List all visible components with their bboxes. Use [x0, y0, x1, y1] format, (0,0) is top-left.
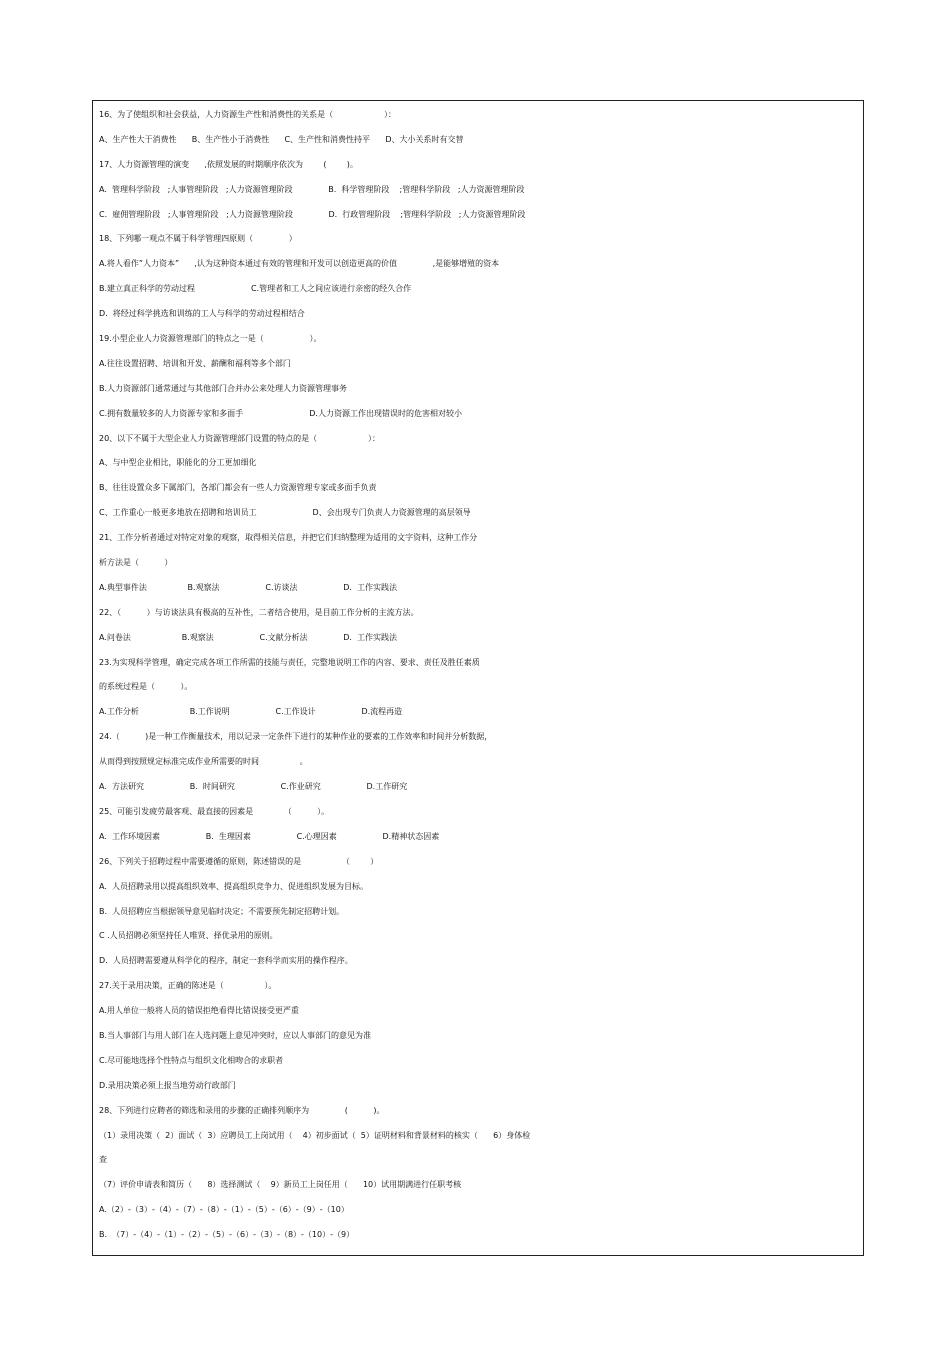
q24-options: A. 方法研究 B. 时间研究 C.作业研究 D.工作研究 — [99, 782, 408, 792]
q22-stem: 22、（ ）与访谈法具有极高的互补性，二者结合使用，是目前工作分析的主流方法。 — [99, 607, 419, 617]
q25-options: A. 工作环境因素 B. 生理因素 C.心理因素 D.精神状态因素 — [99, 831, 440, 841]
q27-option-b: B.当人事部门与用人部门在人选问题上意见冲突时，应以人事部门的意见为准 — [99, 1030, 372, 1040]
q19-options-cd: C.拥有数量较多的人力资源专家和多面手 D.人力资源工作出现错误时的危害相对较小 — [99, 408, 462, 418]
q28-option-b: B. （7）-（4）-（1）-（2）-（5）-（6）-（3）-（8）-（10）-（9） — [99, 1230, 355, 1240]
q26-stem: 26、下列关于招聘过程中需要遵循的原则，陈述错误的是 （ ） — [99, 856, 379, 866]
q23-options: A.工作分析 B.工作说明 C.工作设计 D.流程再造 — [99, 707, 403, 717]
q27-option-d: D.录用决策必须上报当地劳动行政部门 — [99, 1080, 236, 1090]
q27-option-a: A.用人单位一般将人员的错误拒绝看得比错误接受更严重 — [99, 1006, 299, 1016]
q21-options: A.典型事件法 B.观察法 C.访谈法 D. 工作实践法 — [99, 582, 398, 592]
q19-option-a: A.往往设置招聘、培训和开发、薪酬和福利等多个部门 — [99, 358, 291, 368]
exam-question-list — [99, 103, 859, 1248]
q26-option-c: C .人员招聘必须坚持任人唯贤、择优录用的原则。 — [99, 931, 278, 941]
q18-option-a: A.将人看作”人力资本” ,认为这种资本通过有效的管理和开发可以创造更高的价值 ,是能够增殖的资本 — [99, 259, 500, 269]
q17-stem: 17、人力资源管理的演变 ,依照发展的时期顺序依次为 ( )。 — [99, 159, 358, 169]
q21-stem-2: 析方法是（ ） — [99, 558, 173, 568]
q22-options: A.问卷法 B.观察法 C.文献分析法 D. 工作实践法 — [99, 632, 398, 642]
q18-stem: 18、下列哪一观点不属于科学管理四原则（ ） — [99, 234, 297, 244]
q26-option-b: B. 人员招聘应当根据领导意见临时决定；不需要预先制定招聘计划。 — [99, 906, 345, 916]
q19-stem: 19.小型企业人力资源管理部门的特点之一是（ ）。 — [99, 334, 322, 344]
q20-stem: 20、以下不属于大型企业人力资源管理部门设置的特点的是（ ）： — [99, 433, 381, 443]
q27-option-c: C.尽可能地选择个性特点与组织文化相吻合的求职者 — [99, 1055, 284, 1065]
q16-options: A、生产性大于消费性 B、生产性小于消费性 C、生产性和消费性持平 D、大小关系时有交替 — [99, 134, 464, 144]
q28-steps-1: （1）录用决策（ 2）面试（ 3）应聘员工上岗试用（ 4）初步面试（ 5）证明材料和背景材料的核实（ 6）身体检 — [99, 1130, 531, 1140]
q16-stem: 16、为了使组织和社会获益，人力资源生产性和消费性的关系是（ ）： — [99, 110, 397, 119]
q20-option-a: A、与中型企业相比，职能化的分工更加细化 — [99, 458, 257, 468]
q17-options-cd: C. 雇佣管理阶段 ;人事管理阶段 ;人力资源管理阶段 D. 行政管理阶段 ;管理科学阶段 ;人力资源管理阶段 — [99, 209, 526, 219]
q23-stem-2: 的系统过程是（ ）。 — [99, 682, 193, 692]
q26-option-d: D. 人员招聘需要遵从科学化的程序，制定一套科学而实用的操作程序。 — [99, 956, 353, 966]
q18-options-bc: B.建立真正科学的劳动过程 C.管理者和工人之间应该进行亲密的经久合作 — [99, 284, 412, 294]
q23-stem-1: 23.为实现科学管理，确定完成各项工作所需的技能与责任，完整地说明工作的内容、要求、责任及胜任素质 — [99, 657, 480, 667]
q21-stem-1: 21、工作分析者通过对特定对象的观察，取得相关信息，并把它们归纳整理为适用的文字资料，这种工作分 — [99, 533, 478, 543]
q25-stem: 25、可能引发疲劳最客观、最直接的因素是 （ ）。 — [99, 806, 330, 816]
q20-option-b: B、往往设置众多下属部门，各部门都会有一些人力资源管理专家或多面手负责 — [99, 483, 377, 493]
q24-stem-2: 从而得到按照规定标准完成作业所需要的时间 。 — [99, 757, 308, 767]
q28-steps-3: （7）评价申请表和简历（ 8）选择测试（ 9）新员工上岗任用（ 10）试用期满进行任职考核 — [99, 1180, 462, 1190]
q28-steps-2: 查 — [99, 1155, 107, 1165]
q28-stem: 28、下列进行应聘者的筛选和录用的步骤的正确排列顺序为 ( )。 — [99, 1105, 385, 1115]
q18-option-d: D. 将经过科学挑选和训练的工人与科学的劳动过程相结合 — [99, 309, 305, 319]
q28-option-a: A.（2）-（3）-（4）-（7）-（8）-（1）-（5）-（6）-（9）-（10） — [99, 1205, 349, 1215]
q26-option-a: A. 人员招聘录用以提高组织效率、提高组织竞争力、促进组织发展为目标。 — [99, 881, 368, 891]
q17-options-ab: A. 管理科学阶段 ;人事管理阶段 ;人力资源管理阶段 B. 科学管理阶段 ;管理科学阶段 ;人力资源管理阶段 — [99, 184, 525, 194]
q27-stem: 27.关于录用决策，正确的陈述是（ ）。 — [99, 981, 277, 991]
q24-stem-1: 24.（ )是一种工作衡量技术，用以记录一定条件下进行的某种作业的要素的工作效率和时间并分析数据， — [99, 732, 493, 742]
q19-option-b: B.人力资源部门通常通过与其他部门合并办公来处理人力资源管理事务 — [99, 383, 348, 393]
q20-options-cd: C、工作重心一般更多地放在招聘和培训员工 D、会出现专门负责人力资源管理的高层领导 — [99, 508, 471, 518]
